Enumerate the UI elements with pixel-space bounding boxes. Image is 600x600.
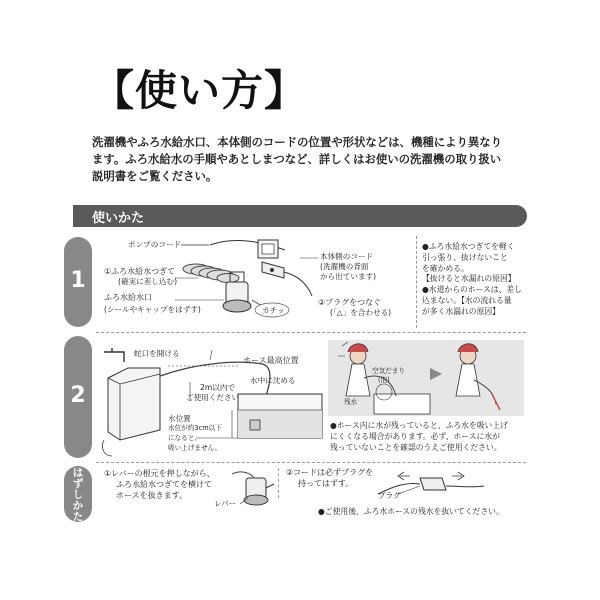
label-body-cord-line1: 本体側のコード	[320, 252, 374, 261]
label-lever: レバー	[214, 499, 237, 508]
label-lever-line3: ホースを抜きます。	[116, 491, 187, 500]
label-plug-remove-line1: ②コードは必ずプラグを	[286, 468, 374, 477]
label-lever-line2: ふろ水給水つぎてを横けて	[116, 480, 212, 489]
tab-char: た	[72, 511, 84, 523]
note-line: ●ホース内に水が残っていると、ふろ水を吸い上げ	[330, 421, 508, 430]
label-within-2m-line1: 2m以内で	[200, 383, 236, 392]
label-pump-cord: ポンプのコード	[128, 240, 182, 249]
tab-char: か	[72, 500, 84, 512]
label-air-pocket-line1: 空気だまり	[372, 367, 405, 375]
label-water-level-line1: 水位置	[168, 414, 191, 423]
label-plug-line2: (「△」を合わせる)	[330, 308, 392, 317]
intro-line: 洗濯機やふろ水給水口、本体側のコードの位置や形状などは、機種により異なり	[92, 135, 503, 149]
note-line: 込まない。【水の流れる量	[422, 295, 512, 305]
tab-char: ず	[72, 478, 84, 490]
note-line: ●ふろ水給水つぎてを軽く	[422, 242, 515, 251]
label-water-level-line2: 水位が約3cm以下	[168, 424, 222, 432]
note-line: ●水道からのホースは、差し	[422, 285, 522, 295]
intro-line: ます。ふろ水給水の手順やあとしまつなど、詳しくはお使いの洗濯機の取り扱い	[92, 152, 502, 166]
tab-char: し	[72, 489, 84, 501]
label-water-level-line4: 吸い上げません。	[168, 444, 222, 452]
step-remove-note	[318, 507, 504, 518]
label-click: カチッ	[262, 306, 285, 315]
section-band-label: 使いかた	[92, 211, 145, 226]
label-inlet-line2: (シールやキャップをはずす)	[104, 305, 201, 314]
intro-line: 説明書をご覧ください。	[92, 169, 218, 183]
note-line: 引っ張り、抜けないこと	[422, 252, 508, 262]
label-body-cord-line3: から出ています)	[320, 272, 377, 281]
label-lever-line1: ①レバーの根元を押しながら、	[104, 469, 215, 478]
label-plug-remove-line2: 持ってはずす。	[298, 479, 354, 488]
label-residual-water: 残水	[344, 398, 358, 406]
label-attach-line1: ①ふろ水給水つぎて	[104, 267, 176, 276]
label-inlet-line1: ふろ水給水口	[104, 293, 152, 302]
label-open-faucet: 蛇口を開ける	[134, 349, 180, 358]
label-body-cord-line2: (洗濯機の背面	[320, 262, 369, 271]
note-line: が多く水漏れの原因】	[422, 306, 500, 316]
page-title: 【使い方】	[92, 66, 308, 115]
label-submerge: 水中に沈める	[250, 376, 296, 385]
tab-char: は	[72, 467, 84, 479]
label-plug-line1: ②プラグをつなぐ	[318, 298, 382, 307]
label-air-pocket-line2: (泡)	[378, 376, 390, 384]
label-hose-highest: ホース最高位置	[243, 356, 299, 365]
label-plug: プラグ	[378, 491, 401, 500]
note-line: にくくなる場合があります。必ず、ホースに水が	[330, 432, 500, 441]
note-line: 残っていないことを確認のうえご使用ください。	[330, 443, 502, 452]
note-line: 【抜けると水漏れの原因】	[422, 274, 516, 284]
note-line: ●ご使用後、ふろ水ホースの残水を抜いてください。	[318, 507, 504, 516]
label-within-2m-line2: ご使用ください	[186, 393, 240, 402]
label-attach-line2: (確実に差し込む)	[118, 277, 178, 286]
note-line: を確かめる。	[422, 263, 469, 273]
label-water-level-line3: になると、	[168, 434, 201, 442]
step-1-number: 1	[70, 268, 86, 293]
step-2-number: 2	[70, 383, 86, 408]
